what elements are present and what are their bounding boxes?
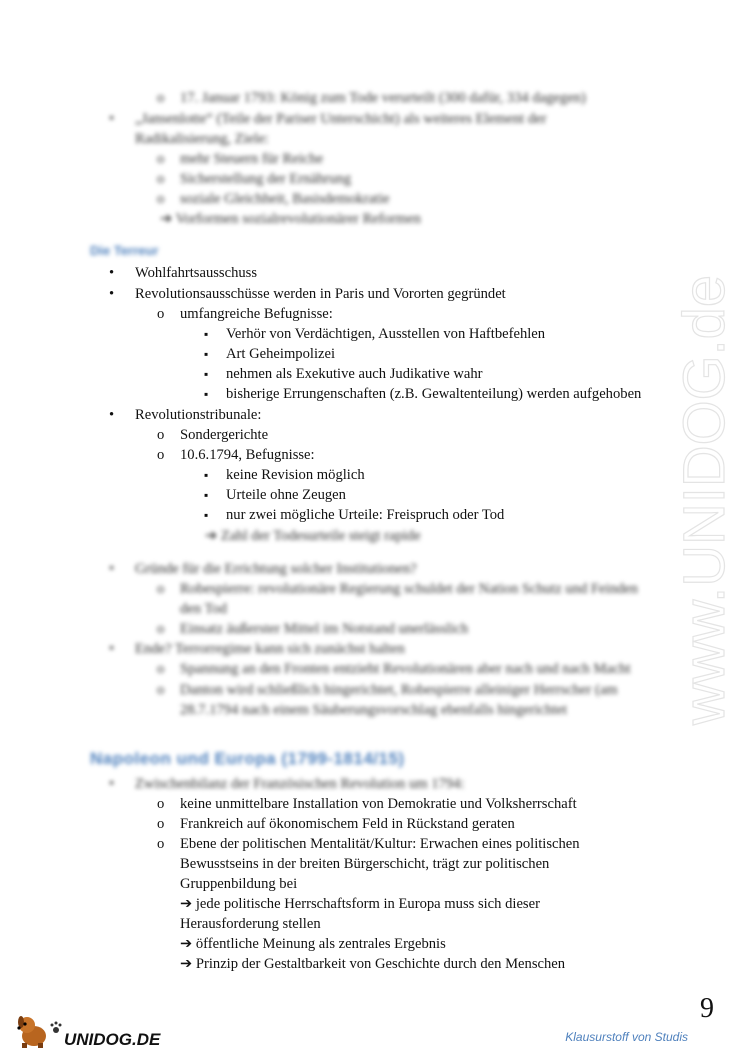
blurred-line: o Robespierre: revolutionäre Regierung schuldet der Nation Schutz und Feinden [180,580,638,599]
list-item: o umfangreiche Befugnisse: [180,305,333,324]
list-item: ▪ nehmen als Exekutive auch Judikative wahr [226,365,483,384]
blurred-line: 28.7.1794 nach einem Säuberungsvorschlag ebenfalls hingerichtet [180,702,568,718]
list-item: • Wohlfahrtsausschuss [135,264,257,283]
blurred-line: • Zwischenbilanz der Französischen Revolution um 1794: [135,775,465,794]
blurred-line: o mehr Steuern für Reiche [180,150,323,169]
blurred-line: den Tod [180,601,227,617]
blurred-line: • Ende? Terrorregime kann sich zunächst halten [135,640,405,659]
list-item: • Revolutionstribunale: [135,406,261,425]
list-item: ▪ Verhör von Verdächtigen, Ausstellen von Haftbefehlen [226,325,545,344]
blurred-line: ➔ Vorformen sozialrevolutionärer Reformen [160,211,421,227]
list-item: o Frankreich auf ökonomischem Feld in Rückstand geraten [180,815,515,834]
blurred-line: o Spannung an den Fronten entzieht Revolutionären aber nach und nach Macht [180,660,631,679]
page-number: 9 [700,993,714,1024]
list-item: o 10.6.1794, Befugnisse: [180,446,315,465]
section-heading-terreur: Die Terreur [90,243,159,258]
list-item: ▪ Urteile ohne Zeugen [226,486,346,505]
blurred-line: o Einsatz äußerster Mittel im Notstand unerlässlich [180,620,468,639]
blurred-line: Radikalisierung, Ziele: [135,131,269,147]
blurred-line: • „Jansenlotte“ (Teile der Pariser Unterschicht) als weiteres Element der [135,110,546,129]
list-item-continuation: ➔ jede politische Herrschaftsform in Europa muss sich dieser [180,896,540,912]
list-item: ▪ nur zwei mögliche Urteile: Freispruch oder Tod [226,506,504,525]
dog-icon [17,1016,46,1048]
list-item: ▪ Art Geheimpolizei [226,345,335,364]
unidog-logo [12,1012,162,1050]
blurred-line: o 17. Januar 1793: König zum Tode verurteilt (300 dafür, 334 dagegen) [180,89,586,108]
blurred-line: o Sicherstellung der Ernährung [180,170,351,189]
section-heading-napoleon: Napoleon und Europa (1799-1814/15) [90,749,405,768]
list-item-continuation: Bewusstseins in der breiten Bürgerschicht, trägt zur politischen [180,856,550,872]
blurred-line: • Gründe für die Errichtung solcher Institutionen? [135,560,417,579]
list-item-continuation: Gruppenbildung bei [180,876,298,892]
list-item: o Sondergerichte [180,426,268,445]
logo-text: UNIDOG.DE [64,1030,161,1049]
list-item: • Revolutionsausschüsse werden in Paris und Vororten gegründet [135,285,506,304]
watermark [660,270,750,730]
blurred-line: o Danton wird schließlich hingerichtet, Robespierre alleiniger Herrscher (am [180,681,618,700]
list-item: ▪ keine Revision möglich [226,466,365,485]
list-item-continuation: ➔ öffentliche Meinung als zentrales Ergebnis [180,936,446,952]
list-item-continuation: ➔ Prinzip der Gestaltbarkeit von Geschichte durch den Menschen [180,956,566,972]
blurred-line: o soziale Gleichheit, Basisdemokratie [180,190,390,209]
list-item-continuation: Herausforderung stellen [180,916,321,932]
list-item: ▪ bisherige Errungenschaften (z.B. Gewaltenteilung) werden aufgehoben [226,385,641,404]
list-item: o keine unmittelbare Installation von Demokratie und Volksherrschaft [180,795,577,814]
watermark-text: www.UNIDOG.de [672,273,737,725]
list-item: o Ebene der politischen Mentalität/Kultur: Erwachen eines politischen [180,835,580,854]
paw-icon [51,1022,62,1034]
footer-text: Klausurstoff von Studis [565,1030,688,1044]
blurred-line: ➔ Zahl der Todesurteile steigt rapide [205,528,421,544]
